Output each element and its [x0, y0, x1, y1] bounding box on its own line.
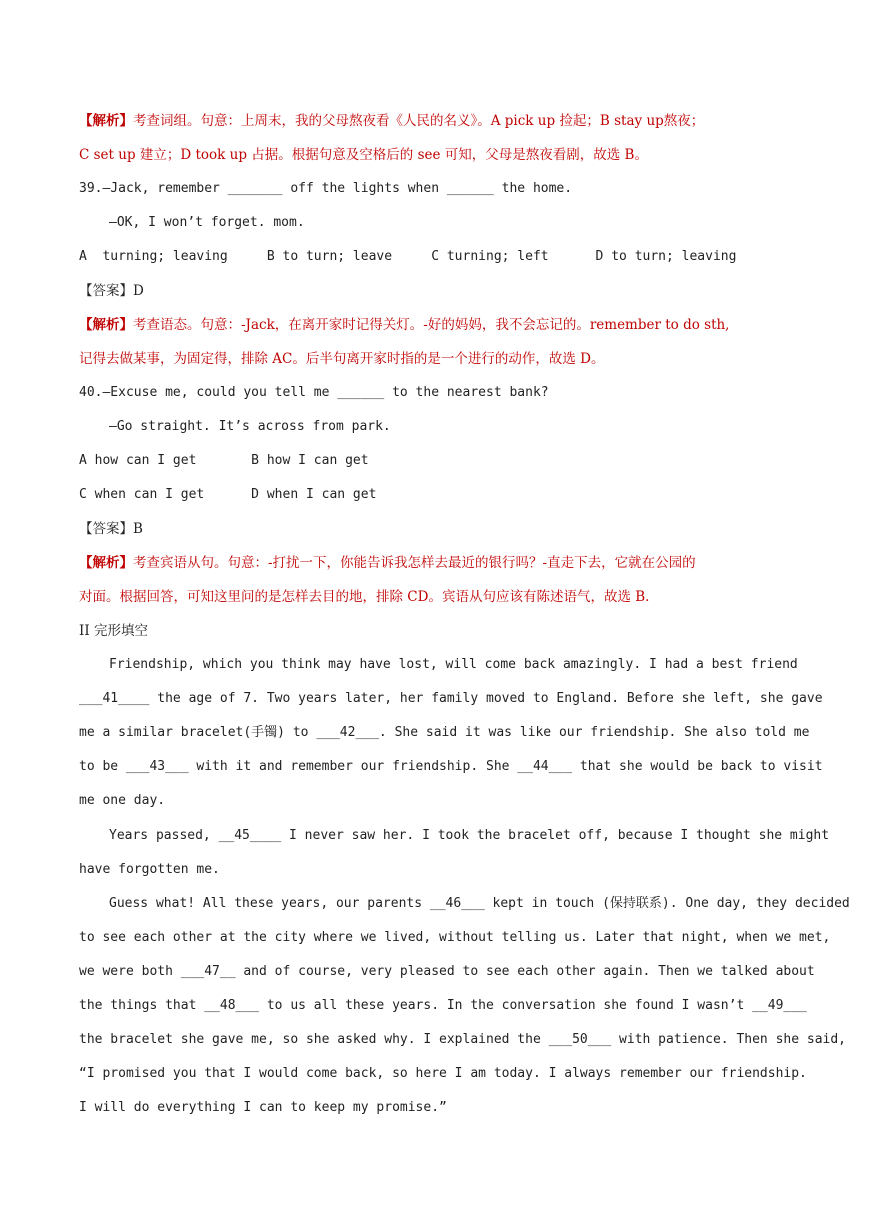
passage-line: “I promised you that I would come back, so here I am today. I always remember our friendship. [79, 1066, 807, 1081]
question-39-reply: —OK, I won’t forget. mom. [109, 215, 305, 230]
passage-line: me a similar bracelet(手镯) to ___42___. She said it was like our friendship. She also told me [79, 725, 810, 740]
analysis-text: 考查词组。句意：上周末，我的父母熬夜看《人民的名义》。A pick up 捡起；B stay up熬夜； [133, 113, 705, 129]
analysis-text: 考查宾语从句。句意：-打扰一下，你能告诉我怎样去最近的银行吗？-直走下去，它就在公园的 [133, 555, 696, 571]
analysis-tag: 【解析】 [79, 317, 133, 333]
passage-line: Years passed, __45____ I never saw her. I took the bracelet off, because I thought she might [109, 828, 830, 843]
analysis-40-line-1 [79, 546, 696, 580]
passage-line: we were both ___47__ and of course, very pleased to see each other again. Then we talked about [79, 964, 815, 979]
question-39-answer: 【答案】D [79, 283, 144, 299]
passage-line: to see each other at the city where we lived, without telling us. Later that night, when we met, [79, 930, 831, 945]
question-39-stem: 39.—Jack, remember _______ off the lights when ______ the home. [79, 181, 573, 196]
passage-line: the things that __48___ to us all these years. In the conversation she found I wasn’t __49___ [79, 998, 807, 1013]
analysis-38-line-1 [79, 104, 704, 138]
analysis-text: 考查语态。句意：-Jack，在离开家时记得关灯。-好的妈妈，我不会忘记的。remember to do sth, [133, 317, 730, 333]
passage-line: the bracelet she gave me, so she asked why. I explained the ___50___ with patience. Then she said, [79, 1032, 847, 1047]
passage-line: me one day. [79, 793, 166, 808]
passage-line: ___41____ the age of 7. Two years later, her family moved to England. Before she left, she gave [79, 691, 823, 706]
analysis-39-line-1 [79, 308, 729, 342]
question-40-reply: —Go straight. It’s across from park. [109, 419, 391, 434]
question-40-options-row-1: A how can I get B how I can get [79, 453, 369, 468]
passage-line: to be ___43___ with it and remember our friendship. She __44___ that she would be back to visit [79, 759, 823, 774]
passage-line: I will do everything I can to keep my promise.” [79, 1100, 447, 1115]
passage-line: Friendship, which you think may have lost, will come back amazingly. I had a best friend [109, 657, 798, 672]
question-40-answer: 【答案】B [79, 521, 143, 537]
analysis-39-line-2: 记得去做某事，为固定得，排除 AC。后半句离开家时指的是一个进行的动作，故选 D。 [79, 351, 605, 367]
question-40-options-row-2: C when can I get D when I can get [79, 487, 377, 502]
analysis-38-line-2: C set up 建立；D took up 占据。根据句意及空格后的 see 可知，父母是熬夜看剧，故选 B。 [79, 147, 648, 163]
section-title: II 完形填空 [79, 623, 148, 639]
analysis-tag: 【解析】 [79, 113, 133, 129]
analysis-tag: 【解析】 [79, 555, 133, 571]
passage-line: have forgotten me. [79, 862, 220, 877]
question-39-options: A turning; leaving B to turn; leave C turning; left D to turn; leaving [79, 249, 737, 264]
question-40-stem: 40.—Excuse me, could you tell me ______ to the nearest bank? [79, 385, 549, 400]
analysis-40-line-2: 对面。根据回答，可知这里问的是怎样去目的地，排除 CD。宾语从句应该有陈述语气，故选 B. [79, 589, 650, 605]
passage-line: Guess what! All these years, our parents __46___ kept in touch (保持联系). One day, they decided [109, 896, 850, 911]
